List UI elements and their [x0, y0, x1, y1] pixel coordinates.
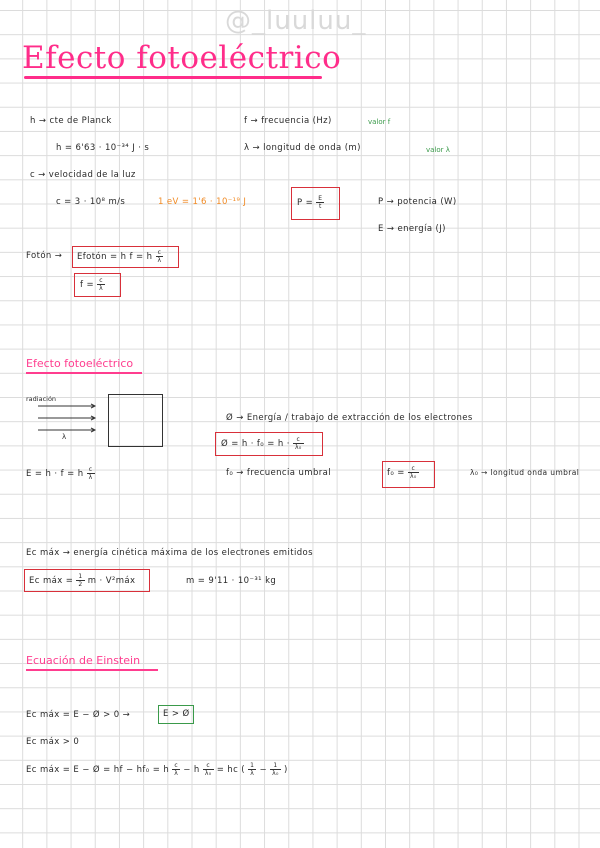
energy-definition: E → energía (J): [378, 224, 446, 234]
light-speed-definition: c → velocidad de la luz: [30, 170, 136, 180]
photon-energy-formula: Efotón = h f = h $\frac{c}{\lambda}$: [77, 249, 162, 264]
planck-value: h = 6'63 · 10⁻³⁴ J · s: [56, 143, 150, 153]
max-kinetic-energy-formula: Ec máx = $\frac{1}{2}$ m · V²máx: [29, 573, 136, 588]
title-underline: [24, 76, 322, 79]
einstein-positive-energy: Ec máx > 0: [26, 737, 80, 747]
watermark: @_luuluu_: [225, 6, 367, 36]
threshold-frequency-definition: f₀ → frecuencia umbral: [226, 468, 332, 478]
work-function-definition: Ø → Energía / trabajo de extracción de los electrones: [226, 413, 473, 423]
power-formula: P = $\frac{E}{t}$: [297, 195, 323, 210]
metal-plate: [108, 394, 163, 447]
section-title-einstein-underline: [26, 669, 158, 671]
threshold-wavelength-definition: λ₀ → longitud onda umbral: [470, 468, 580, 477]
frequency-definition: f → frecuencia (Hz): [244, 116, 332, 126]
photon-label: Fotón →: [26, 251, 63, 261]
threshold-frequency-formula: f₀ = $\frac{c}{\text{λ₀}}$: [387, 465, 417, 480]
section-title-underline: [26, 372, 142, 374]
section-title-photoelectric: Efecto fotoeléctrico: [26, 357, 134, 370]
wavelength-definition: λ → longitud de onda (m): [244, 143, 361, 153]
frequency-note: valor f: [368, 118, 391, 126]
radiation-arrows: [38, 404, 98, 438]
work-function-formula: Ø = h · f₀ = h · $\frac{c}{\text{λ₀}}$: [221, 436, 302, 451]
radiation-label: radiación: [26, 395, 57, 403]
einstein-equation: Ec máx = E − Ø = hf − hf₀ = h $\frac{c}{\lambda}$ − h $\frac{c}{\text{λ₀}}$ = hc ( $\frac{1}{\lambda}$ − $\frac{1}{\text{λ₀}}$ ): [26, 762, 288, 777]
einstein-condition: Ec máx = E − Ø > 0 →: [26, 710, 131, 720]
power-definition: P → potencia (W): [378, 197, 457, 207]
wavelength-note: valor λ: [426, 146, 450, 154]
electron-mass-value: m = 9'11 · 10⁻³¹ kg: [186, 576, 277, 586]
electronvolt-value: 1 eV = 1'6 · 10⁻¹⁹ J: [158, 197, 247, 207]
planck-definition: h → cte de Planck: [30, 116, 112, 126]
radiation-lambda: λ: [62, 433, 67, 441]
light-speed-value: c = 3 · 10⁸ m/s: [56, 197, 126, 207]
energy-formula: E = h · f = h $\frac{c}{\lambda}$: [26, 466, 93, 481]
page-title: Efecto fotoeléctrico: [22, 40, 342, 76]
photon-frequency-formula: f = $\frac{c}{\lambda}$: [80, 277, 104, 292]
section-title-einstein: Ecuación de Einstein: [26, 654, 141, 667]
einstein-condition-result: E > Ø: [163, 709, 190, 719]
max-kinetic-energy-definition: Ec máx → energía cinética máxima de los electrones emitidos: [26, 548, 313, 558]
